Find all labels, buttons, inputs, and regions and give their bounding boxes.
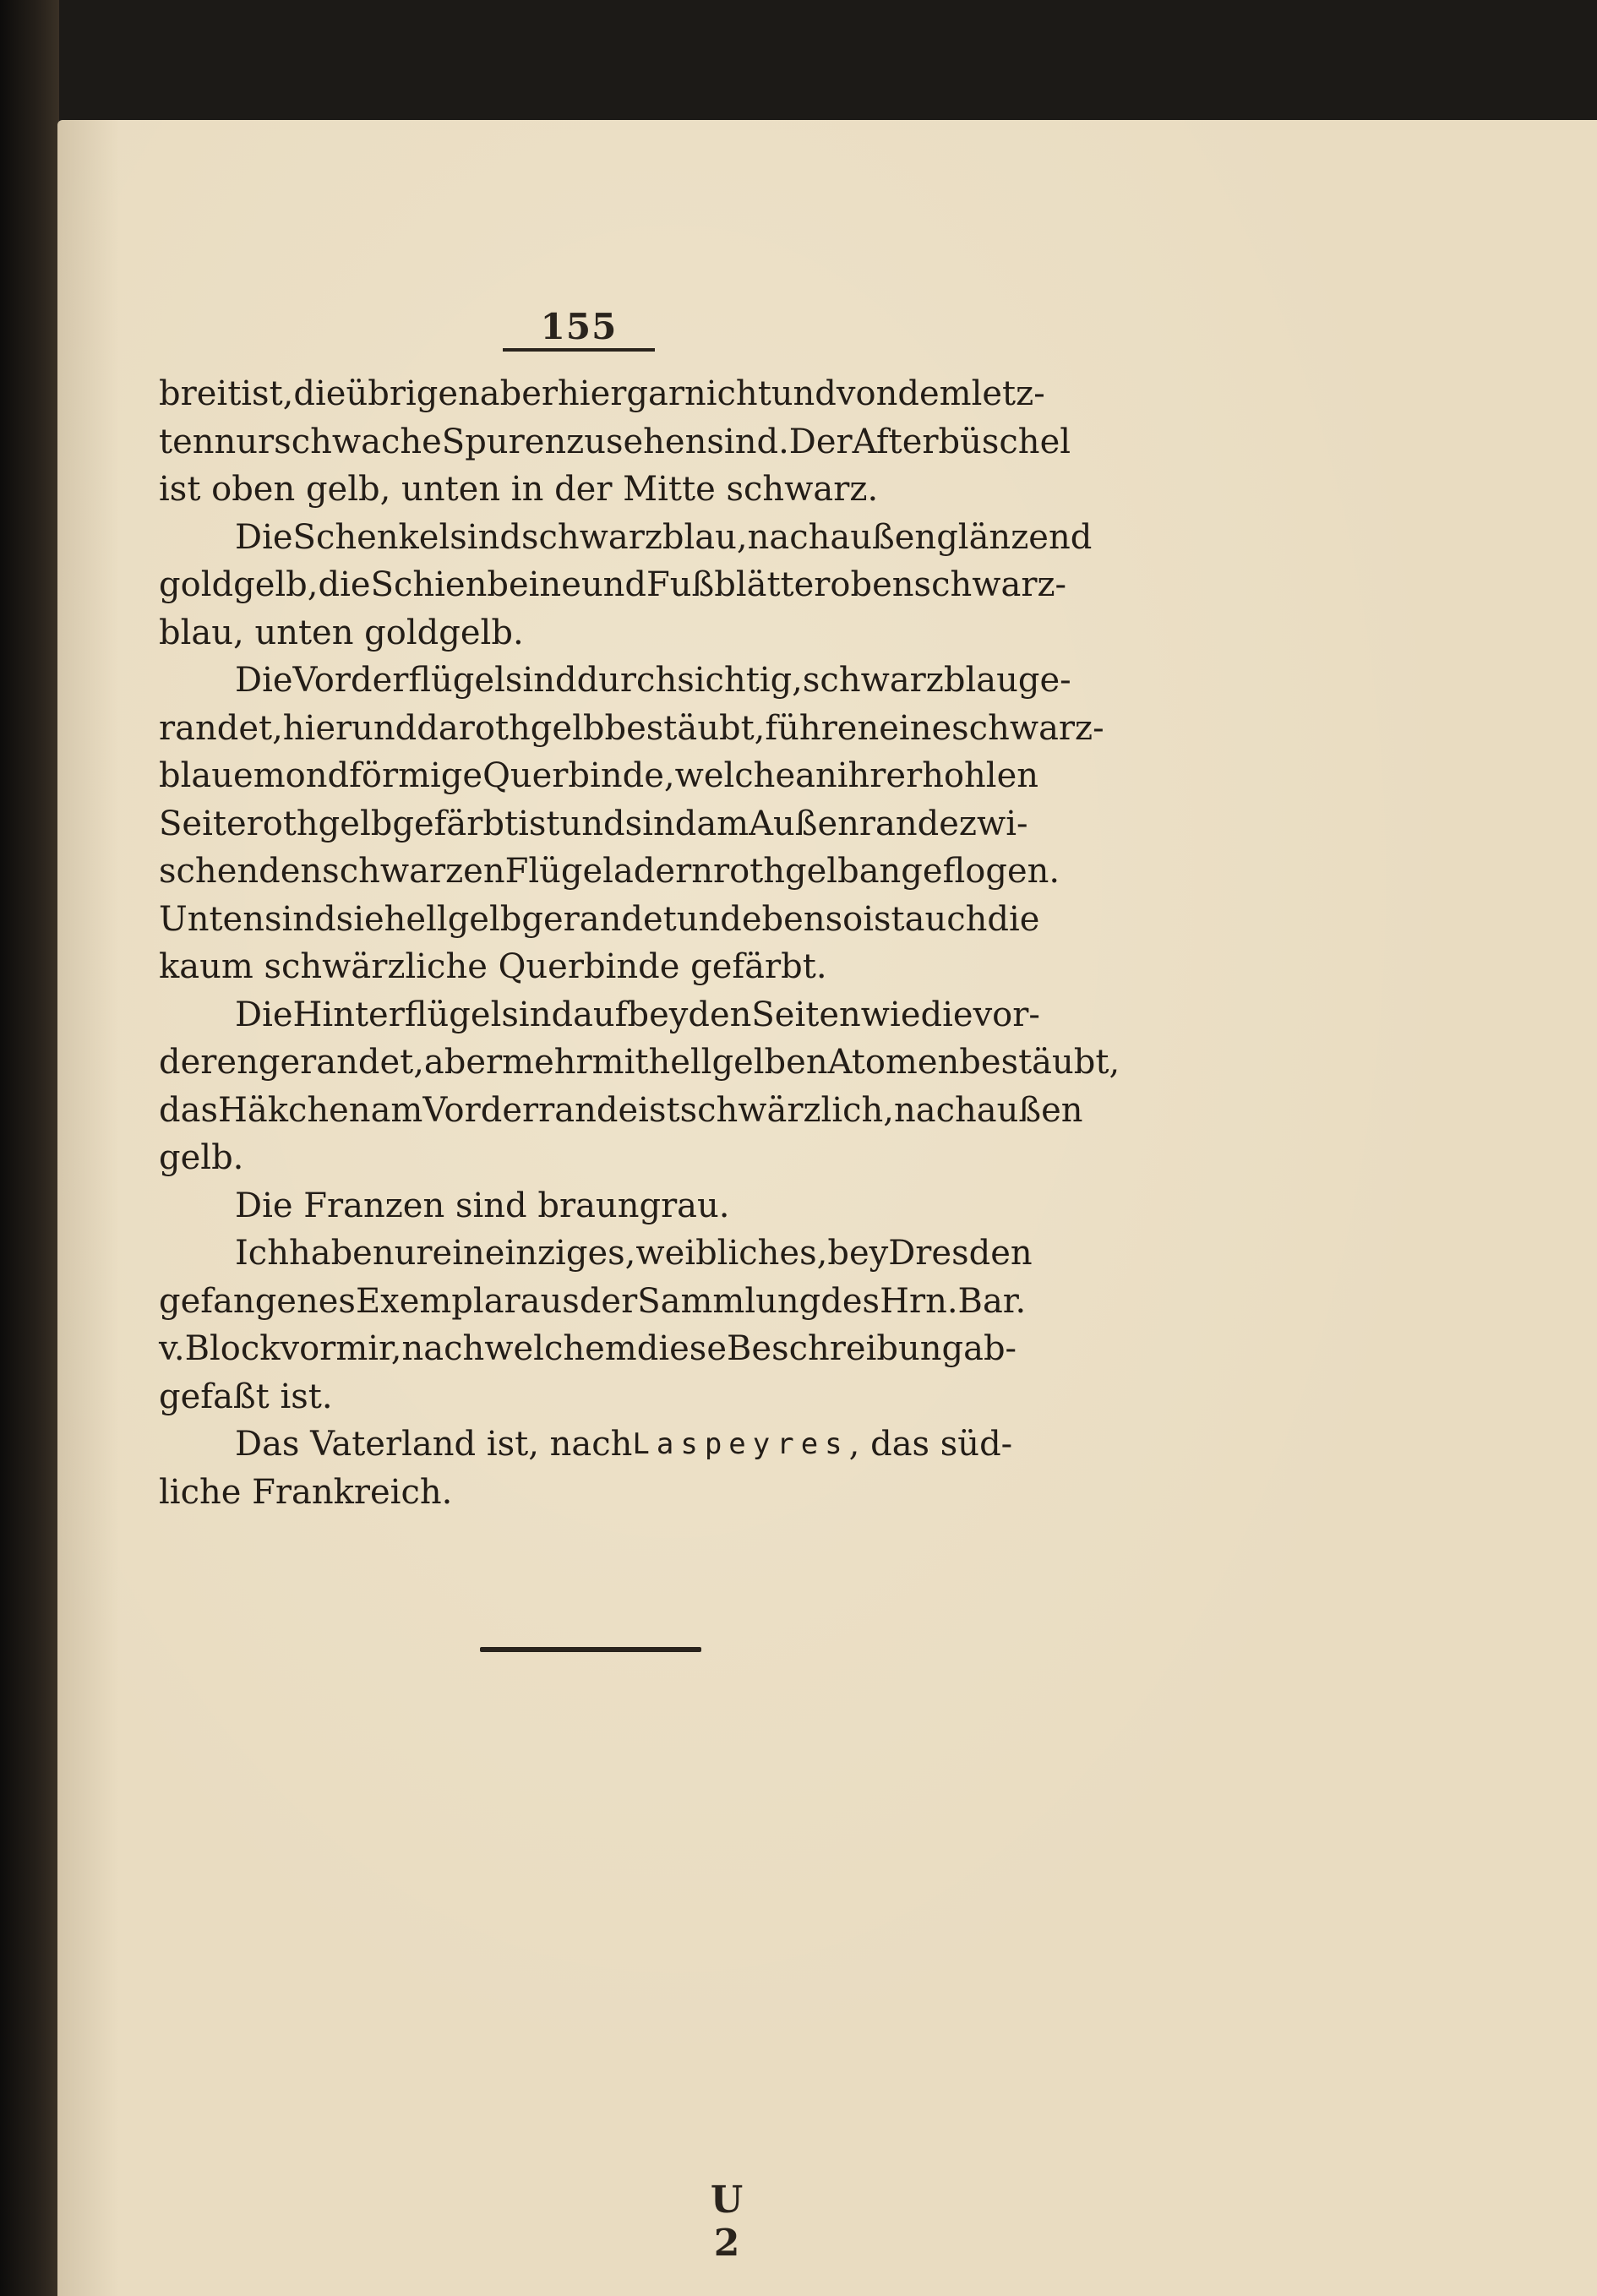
text-line-with-author	[159, 1421, 1013, 1469]
text-line: gefaßt ist.	[159, 1377, 333, 1416]
text-segment: Das Vaterland ist, nach	[235, 1425, 633, 1464]
text-line: ten nur schwache Spuren zu sehen sind. Der Afterbüschel	[159, 422, 1071, 461]
text-line: blau, unten goldgelb.	[159, 613, 524, 652]
text-line: Die Hinterflügel sind auf beyden Seiten wie die vor-	[235, 995, 1040, 1034]
text-line: breit ist, die übrigen aber hier gar nicht und von dem letz-	[159, 374, 1045, 413]
text-line: gefangenes Exemplar aus der Sammlung des Hrn. Bar.	[159, 1281, 1027, 1321]
header-rule	[503, 348, 655, 352]
text-line: Die Schenkel sind schwarzblau, nach außen glänzend	[235, 517, 1093, 557]
text-line: blaue mondförmige Querbinde, welche an ihrer hohlen	[159, 756, 1039, 795]
text-line: Unten sind sie hellgelb gerandet und eben so ist auch die	[159, 899, 1040, 939]
text-line: Die Vorderflügel sind durchsichtig, schwarzblau ge-	[235, 661, 1071, 700]
text-line: Ich habe nur ein einziges, weibliches, bey Dresden	[235, 1234, 1033, 1273]
text-line: v. Block vor mir, nach welchem diese Beschreibung ab-	[159, 1329, 1017, 1368]
page-body	[159, 370, 1120, 1516]
text-line: Seite rothgelb gefärbt ist und sind am Außenrande zwi-	[159, 804, 1028, 843]
author-name: Laspeyres	[632, 1427, 849, 1461]
text-line: kaum schwärzliche Querbinde gefärbt.	[159, 947, 827, 986]
book-binding-edge	[0, 0, 59, 2296]
text-line: Die Franzen sind braungrau.	[235, 1186, 730, 1225]
section-end-rule	[480, 1647, 701, 1652]
text-line: gelb.	[159, 1138, 244, 1177]
text-line: liche Frankreich.	[159, 1472, 453, 1512]
text-line: ist oben gelb, unten in der Mitte schwarz.	[159, 470, 879, 509]
text-line: deren gerandet, aber mehr mit hellgelben Atomen bestäubt,	[159, 1043, 1120, 1082]
printer-signature: U 2	[710, 2179, 744, 2265]
text-line: goldgelb, die Schienbeine und Fußblätter oben schwarz-	[159, 565, 1067, 604]
text-segment: , das süd-	[848, 1425, 1013, 1464]
page-header	[503, 306, 655, 347]
text-line: randet, hier und da rothgelb bestäubt, führen eine schwarz-	[159, 708, 1104, 748]
text-line: das Häkchen am Vorderrande ist schwärzlich, nach außen	[159, 1090, 1083, 1130]
page-number: 155	[540, 306, 618, 347]
text-line: schen den schwarzen Flügeladern rothgelb angeflogen.	[159, 852, 1060, 891]
